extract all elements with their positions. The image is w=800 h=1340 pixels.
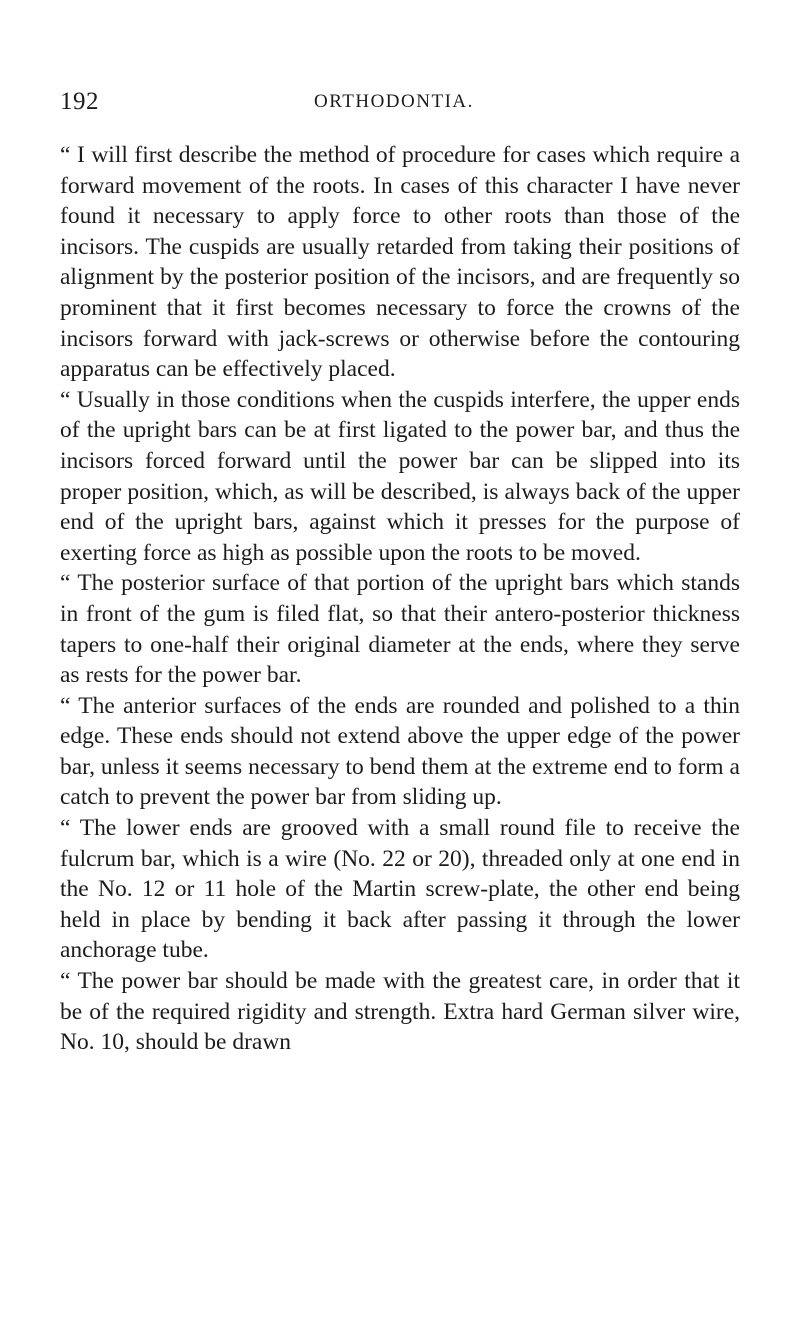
page-number: 192	[60, 88, 99, 115]
paragraph: “ The lower ends are grooved with a small round file to receive the fulcrum bar, which is a wire (No. 22 or 20), threaded only at one end in the No. 12 or 11 hole of the Martin screw-plate, the other end being held in place by bending it back after passing it through the lower anchorage tube.	[60, 815, 740, 964]
paragraph: “ The anterior surfaces of the ends are rounded and polished to a thin edge. These ends should not extend above the upper edge of the power bar, unless it seems necessary to bend them at the extreme end to form a catch to prevent the power bar from sliding up.	[60, 692, 740, 811]
paragraph: “ I will first describe the method of procedure for cases which require a forward movement of the roots. In cases of this character I have never found it necessary to apply force to other roots than those of the incisors. The cuspids are usually retarded from taking their positions of alignment by the posterior position of the incisors, and are frequently so prominent that it first becomes necessary to force the crowns of the incisors forward with jack-screws or otherwise before the contouring apparatus can be effectively placed.	[60, 142, 740, 383]
paragraph: “ Usually in those conditions when the cuspids interfere, the upper ends of the upright bars can be at first ligated to the power bar, and thus the incisors forced forward until the power bar can be slipped into its proper position, which, as will be described, is always back of the upper end of the upright bars, against which it presses for the purpose of exerting force as high as possible upon the roots to be moved.	[60, 386, 740, 566]
paragraph: “ The posterior surface of that portion of the upright bars which stands in front of the gum is filed flat, so that their antero-posterior thickness tapers to one-half their original diameter at the ends, where they serve as rests for the power bar.	[60, 570, 740, 689]
body-text	[60, 140, 740, 1058]
running-title: ORTHODONTIA.	[314, 91, 474, 112]
running-head	[60, 88, 720, 120]
paragraph: “ The power bar should be made with the greatest care, in order that it be of the required rigidity and strength. Extra hard German silver wire, No. 10, should be drawn	[60, 968, 740, 1056]
